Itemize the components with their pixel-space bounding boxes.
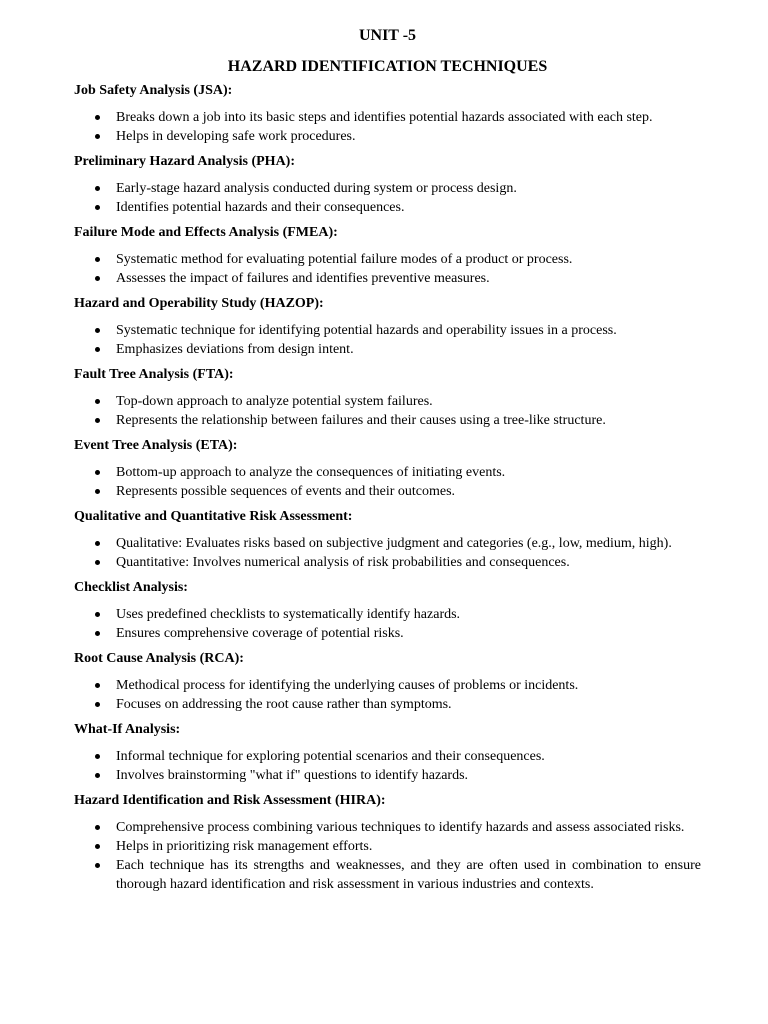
bullet-dot-icon bbox=[95, 773, 100, 778]
section bbox=[74, 579, 701, 643]
bullet-list bbox=[74, 818, 701, 894]
bullet-item bbox=[74, 127, 701, 146]
bullet-text: Assesses the impact of failures and identifies preventive measures. bbox=[116, 271, 490, 286]
bullet-list bbox=[74, 534, 701, 572]
bullet-item bbox=[74, 695, 701, 714]
bullet-dot-icon bbox=[95, 418, 100, 423]
bullet-list bbox=[74, 179, 701, 217]
section bbox=[74, 792, 701, 894]
bullet-text: Methodical process for identifying the underlying causes of problems or incidents. bbox=[116, 678, 579, 693]
bullet-text: Represents the relationship between failures and their causes using a tree-like structure. bbox=[116, 413, 606, 428]
bullet-dot-icon bbox=[95, 399, 100, 404]
bullet-text: Each technique has its strengths and weaknesses, and they are often used in combination to ensure thorough hazard identification and risk assessment in various industries and contexts. bbox=[116, 858, 701, 892]
bullet-dot-icon bbox=[95, 328, 100, 333]
bullet-text: Quantitative: Involves numerical analysis of risk probabilities and consequences. bbox=[116, 555, 570, 570]
bullet-item bbox=[74, 553, 701, 572]
bullet-text: Emphasizes deviations from design intent. bbox=[116, 342, 354, 357]
bullet-item bbox=[74, 463, 701, 482]
bullet-list bbox=[74, 463, 701, 501]
bullet-item bbox=[74, 250, 701, 269]
bullet-item bbox=[74, 392, 701, 411]
bullet-dot-icon bbox=[95, 631, 100, 636]
bullet-text: Helps in developing safe work procedures. bbox=[116, 129, 356, 144]
bullet-text: Bottom-up approach to analyze the consequences of initiating events. bbox=[116, 465, 506, 480]
bullet-text: Comprehensive process combining various techniques to identify hazards and assess associated risks. bbox=[116, 820, 685, 835]
section-heading: Checklist Analysis: bbox=[74, 580, 188, 595]
bullet-item bbox=[74, 411, 701, 430]
bullet-text: Identifies potential hazards and their consequences. bbox=[116, 200, 405, 215]
bullet-item bbox=[74, 676, 701, 695]
section-heading: Failure Mode and Effects Analysis (FMEA): bbox=[74, 225, 338, 240]
document-title: HAZARD IDENTIFICATION TECHNIQUES bbox=[227, 58, 548, 75]
bullet-dot-icon bbox=[95, 825, 100, 830]
bullet-dot-icon bbox=[95, 276, 100, 281]
section bbox=[74, 366, 701, 430]
bullet-item bbox=[74, 624, 701, 643]
bullet-dot-icon bbox=[95, 205, 100, 210]
section bbox=[74, 82, 701, 146]
bullet-list bbox=[74, 392, 701, 430]
section bbox=[74, 224, 701, 288]
bullet-list bbox=[74, 321, 701, 359]
bullet-dot-icon bbox=[95, 186, 100, 191]
bullet-dot-icon bbox=[95, 257, 100, 262]
bullet-dot-icon bbox=[95, 134, 100, 139]
bullet-dot-icon bbox=[95, 754, 100, 759]
bullet-item bbox=[74, 856, 701, 894]
bullet-item bbox=[74, 179, 701, 198]
bullet-text: Qualitative: Evaluates risks based on subjective judgment and categories (e.g., low, medium, high). bbox=[116, 536, 672, 551]
section-heading: What-If Analysis: bbox=[74, 722, 181, 737]
section bbox=[74, 153, 701, 217]
bullet-text: Represents possible sequences of events and their outcomes. bbox=[116, 484, 456, 499]
bullet-text: Informal technique for exploring potential scenarios and their consequences. bbox=[116, 749, 545, 764]
sections-container bbox=[74, 82, 701, 894]
bullet-list bbox=[74, 605, 701, 643]
bullet-text: Involves brainstorming "what if" questions to identify hazards. bbox=[116, 768, 469, 783]
section-heading: Hazard and Operability Study (HAZOP): bbox=[74, 296, 324, 311]
bullet-dot-icon bbox=[95, 470, 100, 475]
bullet-dot-icon bbox=[95, 347, 100, 352]
bullet-text: Helps in prioritizing risk management efforts. bbox=[116, 839, 373, 854]
bullet-dot-icon bbox=[95, 560, 100, 565]
bullet-item bbox=[74, 340, 701, 359]
bullet-text: Top-down approach to analyze potential system failures. bbox=[116, 394, 433, 409]
bullet-text: Systematic technique for identifying potential hazards and operability issues in a process. bbox=[116, 323, 617, 338]
bullet-item bbox=[74, 747, 701, 766]
section-heading: Preliminary Hazard Analysis (PHA): bbox=[74, 154, 295, 169]
bullet-text: Systematic method for evaluating potential failure modes of a product or process. bbox=[116, 252, 573, 267]
bullet-text: Uses predefined checklists to systematically identify hazards. bbox=[116, 607, 461, 622]
bullet-text: Early-stage hazard analysis conducted during system or process design. bbox=[116, 181, 517, 196]
bullet-list bbox=[74, 250, 701, 288]
bullet-item bbox=[74, 108, 701, 127]
bullet-dot-icon bbox=[95, 683, 100, 688]
bullet-item bbox=[74, 321, 701, 340]
bullet-item bbox=[74, 198, 701, 217]
section-heading: Qualitative and Quantitative Risk Assessment: bbox=[74, 509, 353, 524]
bullet-list bbox=[74, 108, 701, 146]
section-heading: Job Safety Analysis (JSA): bbox=[74, 83, 233, 98]
section bbox=[74, 721, 701, 785]
bullet-item bbox=[74, 837, 701, 856]
section bbox=[74, 437, 701, 501]
bullet-list bbox=[74, 747, 701, 785]
section-heading: Event Tree Analysis (ETA): bbox=[74, 438, 238, 453]
bullet-item bbox=[74, 534, 701, 553]
section bbox=[74, 650, 701, 714]
unit-title: UNIT -5 bbox=[358, 27, 417, 44]
bullet-text: Ensures comprehensive coverage of potential risks. bbox=[116, 626, 404, 641]
bullet-dot-icon bbox=[95, 489, 100, 494]
bullet-item bbox=[74, 269, 701, 288]
bullet-item bbox=[74, 605, 701, 624]
bullet-item bbox=[74, 766, 701, 785]
bullet-list bbox=[74, 676, 701, 714]
bullet-text: Focuses on addressing the root cause rather than symptoms. bbox=[116, 697, 452, 712]
bullet-item bbox=[74, 818, 701, 837]
bullet-text: Breaks down a job into its basic steps and identifies potential hazards associated with each step. bbox=[116, 110, 653, 125]
section-heading: Fault Tree Analysis (FTA): bbox=[74, 367, 234, 382]
section bbox=[74, 508, 701, 572]
bullet-dot-icon bbox=[95, 863, 100, 868]
section bbox=[74, 295, 701, 359]
section-heading: Hazard Identification and Risk Assessment (HIRA): bbox=[74, 793, 386, 808]
section-heading: Root Cause Analysis (RCA): bbox=[74, 651, 244, 666]
bullet-item bbox=[74, 482, 701, 501]
bullet-dot-icon bbox=[95, 541, 100, 546]
bullet-dot-icon bbox=[95, 844, 100, 849]
bullet-dot-icon bbox=[95, 115, 100, 120]
bullet-dot-icon bbox=[95, 702, 100, 707]
bullet-dot-icon bbox=[95, 612, 100, 617]
